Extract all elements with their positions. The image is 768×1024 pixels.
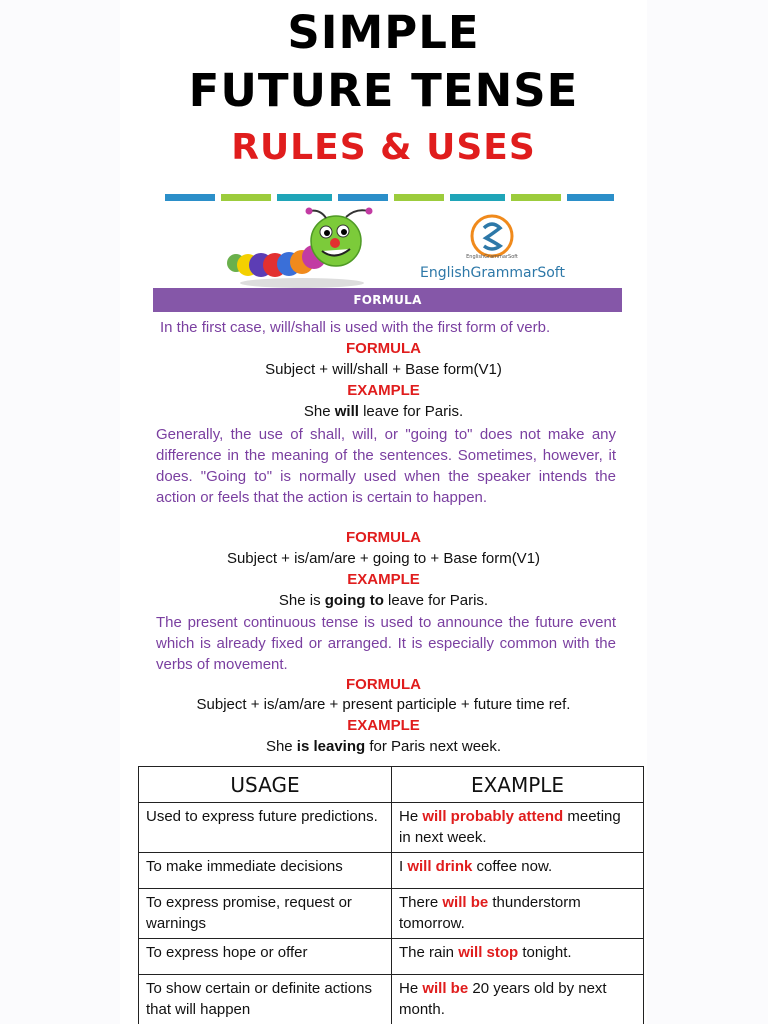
column-header-example: EXAMPLE <box>392 767 644 803</box>
decor-stripe <box>165 194 215 201</box>
title-line-2: FUTURE TENSE <box>188 64 579 117</box>
section-bar: FORMULA <box>153 288 622 312</box>
formula-text: Subject + will/shall + Base form(V1) <box>265 361 502 378</box>
paragraph-going-to: Generally, the use of shall, will, or "going to" does not make any difference in the meaning of the sentences. Sometimes, however, it does. "Going to" is normally used when the speaker intends the action or feels that the action is certain to happen. <box>156 426 616 506</box>
decor-stripe <box>338 194 388 201</box>
formula-text: Subject + is/am/are + going to + Base form(V1) <box>226 550 541 567</box>
formula-heading: FORMULA <box>346 676 421 693</box>
example-heading: EXAMPLE <box>347 382 420 399</box>
usage-cell: To express promise, request or warnings <box>139 889 392 939</box>
column-header-usage: USAGE <box>139 767 392 803</box>
example-sentence: She is leaving for Paris next week. <box>265 738 502 755</box>
table-row <box>139 939 644 975</box>
usage-cell: To make immediate decisions <box>139 853 392 889</box>
title-line-3: RULES & USES <box>231 127 536 168</box>
table-row <box>139 853 644 889</box>
example-cell: He will probably attend meeting in next week. <box>392 803 644 853</box>
decor-stripe <box>567 194 614 201</box>
decor-stripe <box>450 194 505 201</box>
formula-text: Subject + is/am/are + present participle + future time ref. <box>196 696 571 713</box>
example-cell: He will be 20 years old by next month. <box>392 975 644 1024</box>
usage-table <box>138 766 644 1024</box>
formula-heading: FORMULA <box>346 529 421 546</box>
example-cell: There will be thunderstorm tomorrow. <box>392 889 644 939</box>
paragraph-present-continuous: The present continuous tense is used to announce the future event which is already fixed or arranged. It is especially common with the verbs of movement. <box>156 614 616 673</box>
decor-stripe <box>277 194 332 201</box>
intro-text: In the first case, will/shall is used with the first form of verb. <box>160 319 551 336</box>
table-row <box>139 889 644 939</box>
table-row <box>139 975 644 1024</box>
decor-stripe <box>394 194 444 201</box>
formula-heading: FORMULA <box>346 340 421 357</box>
example-cell: The rain will stop tonight. <box>392 939 644 975</box>
table-header-row <box>139 767 644 803</box>
table-row <box>139 803 644 853</box>
page-margin-left <box>0 0 120 1024</box>
usage-cell: Used to express future predictions. <box>139 803 392 853</box>
decor-stripe <box>511 194 561 201</box>
example-sentence: She will leave for Paris. <box>303 403 464 420</box>
example-heading: EXAMPLE <box>347 717 420 734</box>
caterpillar-icon <box>222 205 382 290</box>
decor-stripe <box>221 194 271 201</box>
usage-cell: To express hope or offer <box>139 939 392 975</box>
example-cell: I will drink coffee now. <box>392 853 644 889</box>
page-margin-right <box>647 0 768 1024</box>
logo-caption: EnglishGrammarSoft <box>466 254 518 260</box>
example-sentence: She is going to leave for Paris. <box>278 592 489 609</box>
brand-name: EnglishGrammarSoft <box>420 265 565 281</box>
title-line-1: SIMPLE <box>287 6 480 59</box>
usage-cell: To show certain or definite actions that will happen <box>139 975 392 1024</box>
example-heading: EXAMPLE <box>347 571 420 588</box>
